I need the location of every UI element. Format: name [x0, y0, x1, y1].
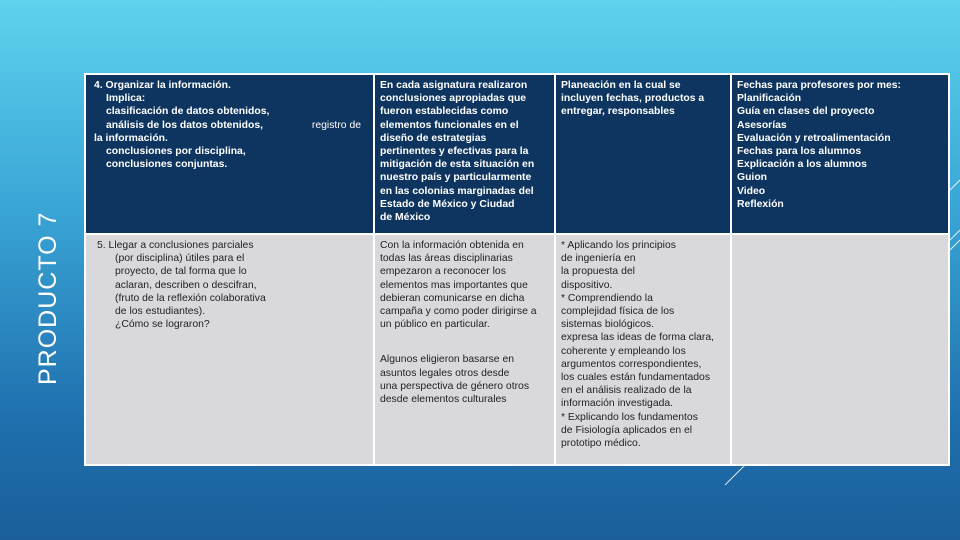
cell-text-line: debieran comunicarse en dicha — [380, 292, 525, 304]
cell-planning — [555, 74, 731, 234]
cell-text-line: 5. Llegar a conclusiones parciales — [97, 240, 254, 251]
cell-text-line: fueron establecidas como — [380, 106, 509, 118]
cell-text-line: prototipo médico. — [561, 438, 641, 450]
slide-title-vertical: PRODUCTO 7 — [34, 211, 62, 385]
cell-text-line: todas las áreas disciplinarias — [380, 253, 513, 265]
cell-side-text: registro de — [311, 120, 361, 131]
cell-text-line: ¿Cómo se lograron? — [115, 319, 210, 331]
cell-text-line: Implica: — [106, 93, 146, 105]
cell-text-line: conclusiones conjuntas. — [106, 159, 228, 171]
cell-text-line: coherente y empleando los — [561, 345, 686, 357]
cell-text-line: 4. Organizar la información. — [94, 80, 231, 91]
cell-text-line: expresa las ideas de forma clara, — [561, 332, 715, 344]
cell-text-line: Guion — [737, 172, 768, 184]
cell-conclusions — [374, 74, 555, 234]
cell-text-line: complejidad física de los — [561, 306, 675, 318]
cell-text-line: de México — [380, 212, 431, 224]
table-row — [85, 234, 949, 465]
cell-text-line: Explicación a los alumnos — [737, 159, 867, 171]
cell-text-line: empezaron a reconocer los — [380, 266, 506, 278]
cell-text-line: de Fisiología aplicados en el — [561, 424, 693, 436]
cell-text-line: elementos funcionales en el — [380, 119, 519, 131]
content-table — [84, 73, 950, 466]
cell-text-line: En cada asignatura realizaron — [380, 80, 528, 91]
cell-text-line: proyecto, de tal forma que lo — [115, 266, 247, 278]
cell-text-line: los cuales están fundamentados — [561, 372, 711, 384]
cell-text-line: Reflexión — [737, 198, 784, 210]
cell-text-line: pertinentes y efectivas para la — [380, 146, 529, 158]
cell-text-line: de los estudiantes). — [115, 306, 206, 318]
cell-text-line: dispositivo. — [561, 279, 613, 291]
cell-text-line: Guía en clases del proyecto — [737, 106, 875, 118]
cell-text-line: un público en particular. — [380, 319, 490, 331]
cell-principles — [555, 234, 731, 465]
cell-text-line: mitigación de esta situación en — [380, 159, 535, 171]
cell-text-line: la información. — [94, 132, 168, 144]
cell-text-line: en las colonias marginadas del — [380, 185, 534, 197]
cell-text-line: elementos mas importantes que — [380, 279, 528, 291]
cell-text-line: Fechas para los alumnos — [737, 146, 862, 158]
cell-text-line: clasificación de datos obtenidos, — [106, 106, 270, 118]
cell-text-line: aclaran, describen o descifran, — [115, 279, 257, 291]
cell-text-line: incluyen fechas, productos a — [561, 93, 705, 105]
cell-text-line: asuntos legales otros desde — [380, 367, 510, 379]
cell-text-line: diseño de estrategias — [380, 132, 487, 144]
cell-text-line: información investigada. — [561, 398, 674, 410]
cell-text-line: Planeación en la cual se — [561, 80, 681, 91]
cell-schedule — [731, 74, 949, 234]
cell-text-line: Planificación — [737, 93, 802, 105]
cell-text-line: * Aplicando los principios — [561, 240, 676, 251]
cell-text-line: argumentos correspondientes, — [561, 358, 702, 370]
cell-text-line: Fechas para profesores por mes: — [737, 80, 902, 91]
cell-text-line: en el análisis realizado de la — [561, 385, 692, 397]
cell-text-line: Asesorías — [737, 119, 787, 131]
cell-step-4 — [85, 74, 374, 234]
cell-text-line: nuestro país y particularmente — [380, 172, 532, 184]
cell-text-line: análisis de los datos obtenidos, — [106, 119, 264, 131]
cell-text-line: desde elementos culturales — [380, 394, 507, 406]
cell-empty — [731, 234, 949, 465]
cell-information — [374, 234, 555, 465]
cell-text-line: (fruto de la reflexión colaborativa — [115, 292, 266, 304]
cell-text-line: entregar, responsables — [561, 106, 675, 118]
cell-text-line: la propuesta del — [561, 266, 635, 278]
cell-text-line: Estado de México y Ciudad — [380, 198, 515, 210]
cell-text-line: (por disciplina) útiles para el — [115, 253, 245, 265]
cell-text-line: campaña y como poder dirigirse a — [380, 306, 537, 318]
cell-text-line: * Explicando los fundamentos — [561, 411, 698, 423]
cell-text-line: conclusiones apropiadas que — [380, 93, 527, 105]
cell-text-line: * Comprendiendo la — [561, 292, 653, 304]
cell-text-line: sistemas biológicos. — [561, 319, 654, 331]
cell-text-line: Con la información obtenida en — [380, 240, 524, 251]
cell-text-line: de ingeniería en — [561, 253, 636, 265]
cell-text-line: Algunos eligieron basarse en — [380, 354, 515, 366]
table-row — [85, 74, 949, 234]
cell-text-line: Video — [737, 185, 766, 197]
cell-step-5 — [85, 234, 374, 465]
cell-text-line: Evaluación y retroalimentación — [737, 132, 891, 144]
cell-text-line: una perspectiva de género otros — [380, 380, 530, 392]
cell-text-line: conclusiones por disciplina, — [106, 146, 246, 158]
